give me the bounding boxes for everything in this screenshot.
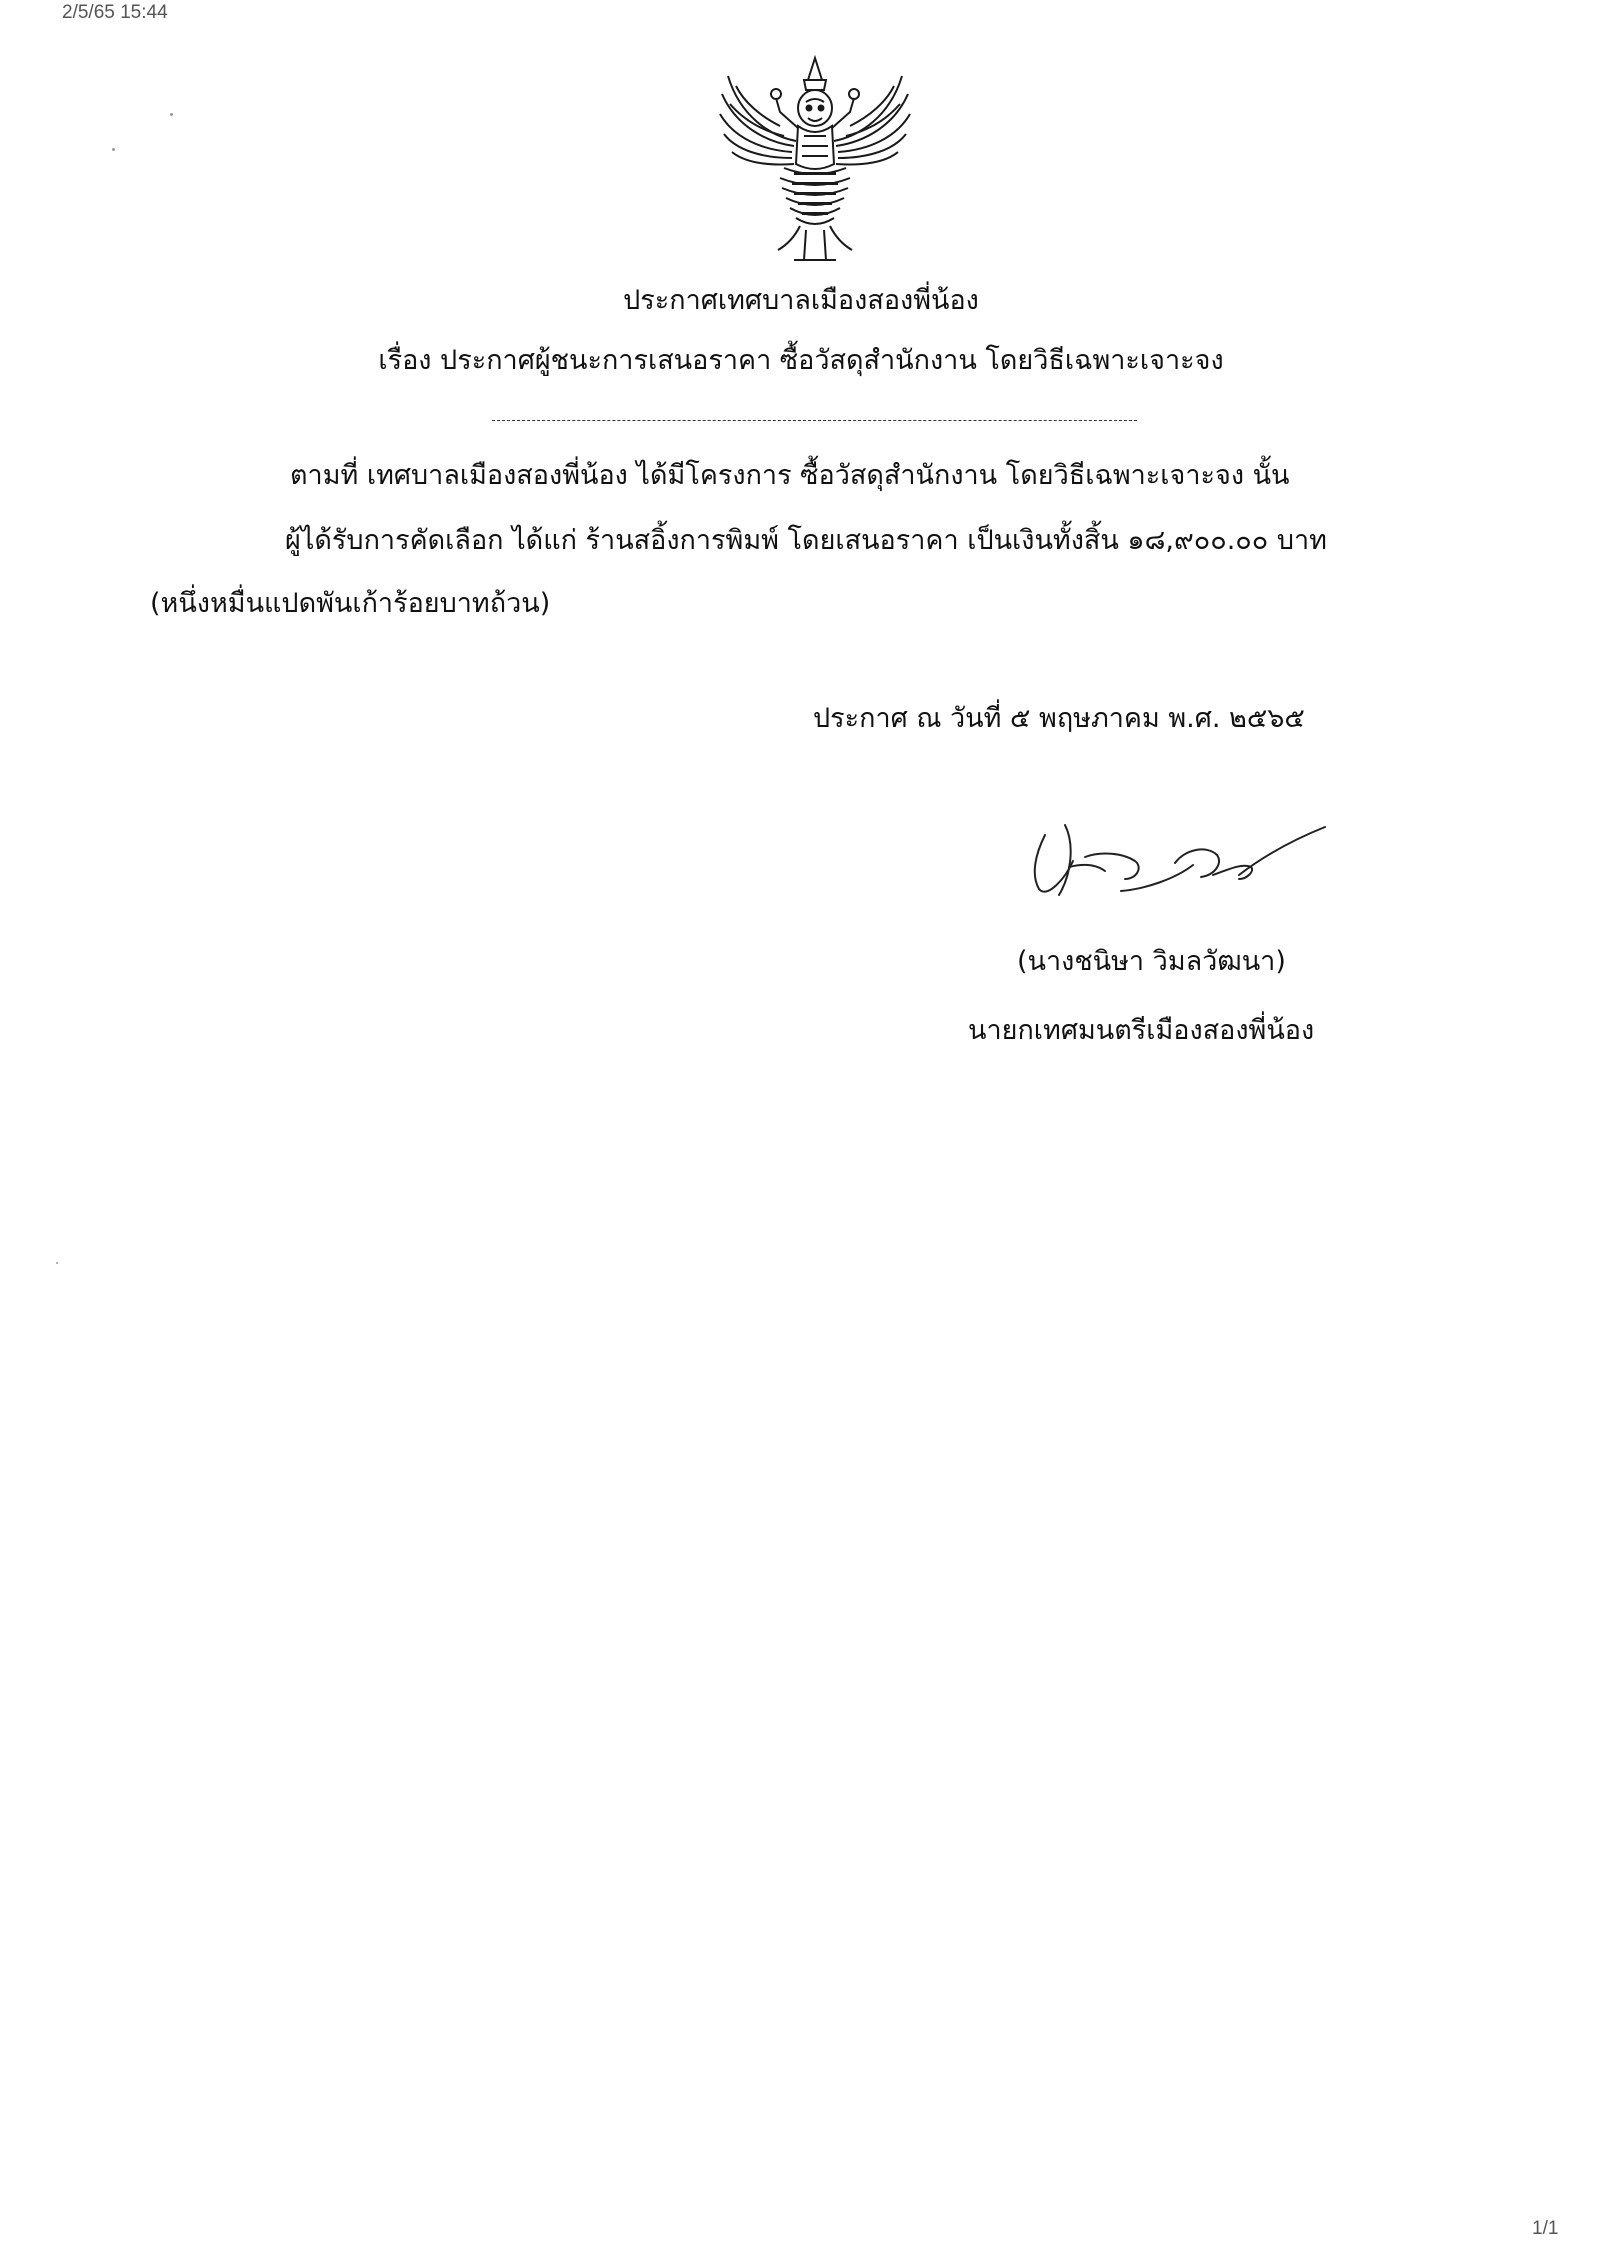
announcement-title: ประกาศเทศบาลเมืองสองพี่น้อง	[623, 285, 979, 316]
garuda-emblem-icon	[700, 46, 930, 276]
signatory-name: (นางชนิษา วิมลวัฒนา)	[1017, 946, 1286, 977]
scan-speck	[170, 113, 173, 116]
announcement-date: ประกาศ ณ วันที่ ๕ พฤษภาคม พ.ศ. ๒๕๖๕	[813, 703, 1305, 734]
body-paragraph-line-1: ตามที่ เทศบาลเมืองสองพี่น้อง ได้มีโครงการ ซื้อวัสดุสำนักงาน โดยวิธีเฉพาะเจาะจง นั้น	[290, 460, 1290, 491]
page-counter: 1/1	[1532, 2218, 1559, 2239]
body-paragraph-line-3: (หนึ่งหมื่นแปดพันเก้าร้อยบาทถ้วน)	[150, 588, 551, 619]
print-timestamp: 2/5/65 15:44	[62, 2, 168, 23]
scan-speck	[56, 1262, 58, 1264]
signatory-position: นายกเทศมนตรีเมืองสองพี่น้อง	[968, 1015, 1315, 1046]
divider	[492, 420, 1137, 421]
scan-speck	[112, 148, 115, 151]
announcement-subject: เรื่อง ประกาศผู้ชนะการเสนอราคา ซื้อวัสดุสำนักงาน โดยวิธีเฉพาะเจาะจง	[378, 345, 1224, 376]
body-paragraph-line-2: ผู้ได้รับการคัดเลือก ได้แก่ ร้านสอิ้งการพิมพ์ โดยเสนอราคา เป็นเงินทั้งสิ้น ๑๘,๙๐๐.๐๐ บาท	[285, 525, 1327, 556]
signature-icon	[1025, 805, 1345, 915]
